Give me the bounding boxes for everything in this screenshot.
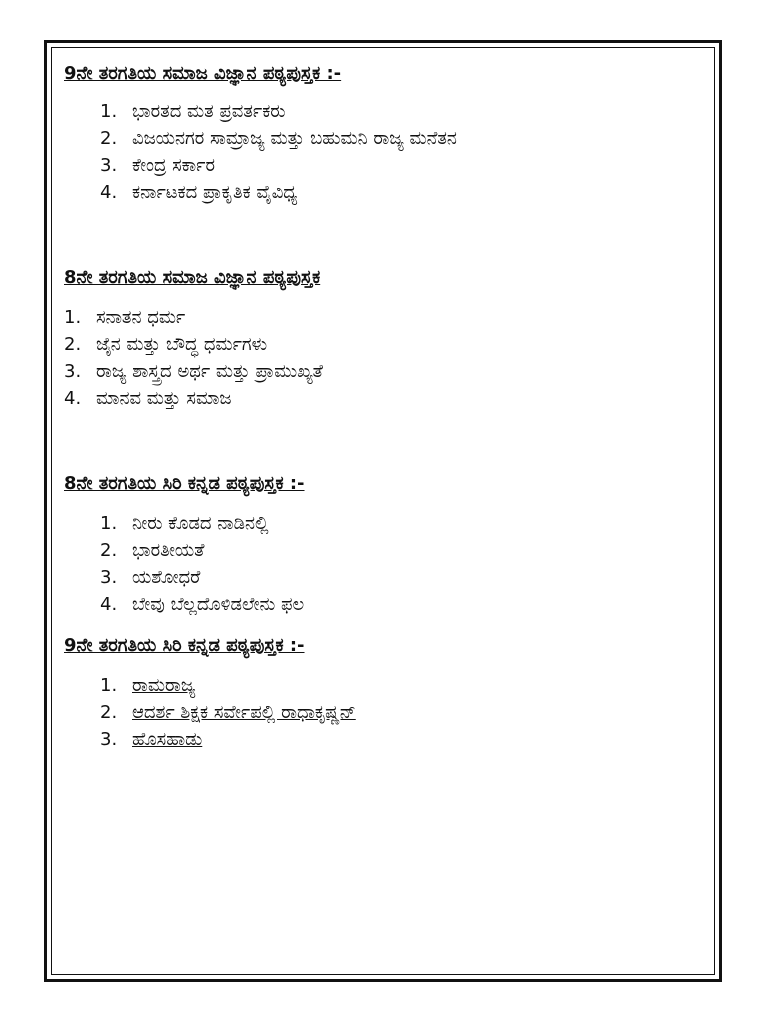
item-list: [100, 98, 704, 206]
list-item: [100, 152, 704, 179]
item-number: 1.: [64, 307, 82, 328]
list-item: [64, 304, 704, 331]
item-number: 1.: [100, 513, 118, 534]
section-9th-siri-kannada: [64, 634, 704, 753]
list-item: [100, 537, 704, 564]
item-list: [100, 672, 704, 753]
item-number: 4.: [100, 594, 118, 615]
item-text: ಮಾನವ ಮತ್ತು ಸಮಾಜ: [96, 388, 232, 409]
item-number: 2.: [100, 128, 118, 149]
item-list: [100, 510, 704, 618]
item-text: ರಾಮರಾಜ್ಯ: [132, 675, 196, 696]
item-text: ಭಾರತೀಯತೆ: [132, 540, 205, 561]
item-number: 3.: [100, 567, 118, 588]
section-heading: 8ನೇ ತರಗತಿಯ ಸಿರಿ ಕನ್ನಡ ಪಠ್ಯಪುಸ್ತಕ :-: [64, 473, 305, 494]
section-heading: 8ನೇ ತರಗತಿಯ ಸಮಾಜ ವಿಜ್ಞಾನ ಪಠ್ಯಪುಸ್ತಕ: [64, 267, 321, 288]
item-text: ಬೇವು ಬೆಲ್ಲದೊಳಿಡಲೇನು ಫಲ: [132, 594, 305, 615]
list-item: [64, 385, 704, 412]
item-number: 2.: [100, 702, 118, 723]
item-text: ಹೊಸಹಾಡು: [132, 729, 203, 750]
item-number: 2.: [100, 540, 118, 561]
list-item: [64, 358, 704, 385]
item-text: ಯಶೋಧರೆ: [132, 567, 201, 588]
list-item: [100, 564, 704, 591]
list-item: [100, 98, 704, 125]
item-text: ಕರ್ನಾಟಕದ ಪ್ರಾಕೃತಿಕ ವೈವಿಧ್ಯ: [132, 182, 298, 203]
list-item: [100, 179, 704, 206]
item-text: ಜೈನ ಮತ್ತು ಬೌದ್ಧ ಧರ್ಮಗಳು: [96, 334, 268, 355]
item-number: 2.: [64, 334, 82, 355]
section-heading: 9ನೇ ತರಗತಿಯ ಸಿರಿ ಕನ್ನಡ ಪಠ್ಯಪುಸ್ತಕ :-: [64, 635, 305, 656]
item-text: ರಾಜ್ಯ ಶಾಸ್ತ್ರದ ಅರ್ಥ ಮತ್ತು ಪ್ರಾಮುಖ್ಯತೆ: [96, 361, 323, 382]
item-number: 3.: [64, 361, 82, 382]
item-text: ಆದರ್ಶ ಶಿಕ್ಷಕ ಸರ್ವೇಪಲ್ಲಿ ರಾಧಾಕೃಷ್ಣನ್: [132, 702, 356, 723]
list-item: [100, 125, 704, 152]
item-number: 4.: [64, 388, 82, 409]
section-8th-siri-kannada: [64, 472, 704, 618]
item-text: ನೀರು ಕೊಡದ ನಾಡಿನಲ್ಲಿ: [132, 513, 269, 534]
item-text: ಕೇಂದ್ರ ಸರ್ಕಾರ: [132, 155, 215, 176]
item-number: 3.: [100, 155, 118, 176]
section-heading: 9ನೇ ತರಗತಿಯ ಸಮಾಜ ವಿಜ್ಞಾನ ಪಠ್ಯಪುಸ್ತಕ :-: [64, 63, 342, 84]
list-item: [100, 591, 704, 618]
list-item: [100, 699, 704, 726]
item-number: 3.: [100, 729, 118, 750]
item-number: 1.: [100, 675, 118, 696]
list-item: [100, 510, 704, 537]
item-list: [64, 304, 704, 412]
item-text: ಸನಾತನ ಧರ್ಮ: [96, 307, 186, 328]
item-number: 4.: [100, 182, 118, 203]
section-9th-social-science: [64, 62, 704, 206]
item-number: 1.: [100, 101, 118, 122]
list-item: [100, 672, 704, 699]
list-item: [64, 331, 704, 358]
list-item: [100, 726, 704, 753]
item-text: ಭಾರತದ ಮತ ಪ್ರವರ್ತಕರು: [132, 101, 286, 122]
item-text: ವಿಜಯನಗರ ಸಾಮ್ರಾಜ್ಯ ಮತ್ತು ಬಹುಮನಿ ರಾಜ್ಯ ಮನೆತನ: [132, 128, 457, 149]
section-8th-social-science: [64, 266, 704, 412]
